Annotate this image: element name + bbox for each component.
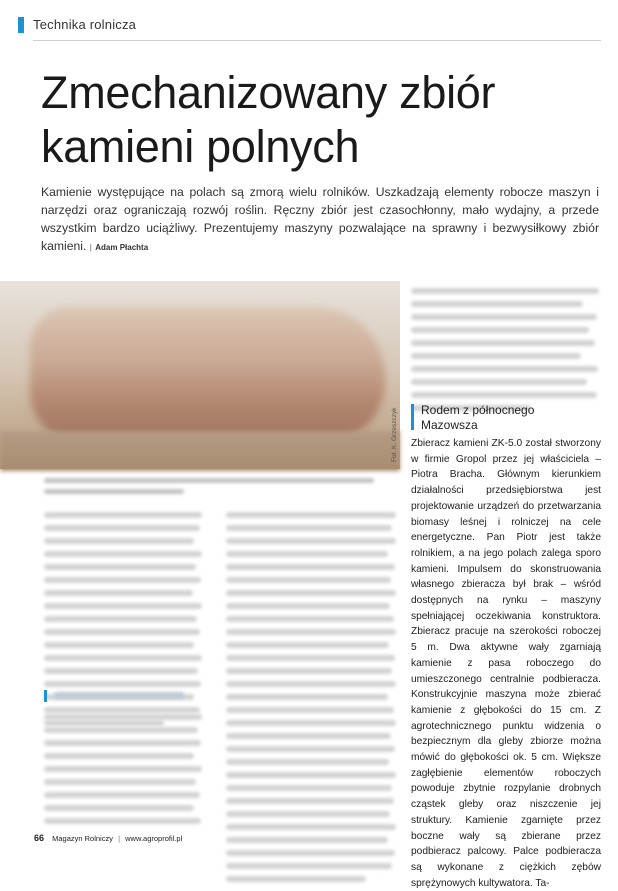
photo-credit: Fot. K. Grzeszczyk [391,407,398,462]
left-subhead-accent-bar [44,690,47,702]
blurred-text-middle-column [226,512,398,889]
page-footer [34,833,182,843]
article-title [41,66,601,174]
blurred-text-left-column-lower [44,714,204,831]
lead-text: Kamienie występujące na polach są zmorą wielu rolników. Uszkadzają elementy robocze maszyn i narzędzi oraz ograniczają rozwój roślin. Ręczny zbiór jest czasochłonny, mało wydajny, a przede wszystkim bardzo uciążliwy. Prezentujemy maszyny pozwalające na sprawny i bezwysiłkowy zbiór kamieni. [41,185,599,253]
magazine-name: Magazyn Rolniczy [52,834,113,843]
right-subhead-accent-bar [411,404,414,430]
lead-separator: | [89,243,92,252]
page-number: 66 [34,833,45,843]
section-label: Technika rolnicza [33,17,137,32]
blurred-text-left-column [44,512,204,733]
title-line-2: kamieni polnych [41,121,360,172]
section-accent-bar [18,17,24,33]
blurred-photo-caption [44,478,394,501]
right-column-body: Zbieracz kamieni ZK-5.0 został stworzony w firmie Gropol przez jej właściciela – Piotra Bracha. Głównym kierunkiem działalności przedsiębiorstwa jest projektowanie urządzeń do przetwarzania biomasy leśnej i rolniczej na cele energetyczne. Pan Piotr jest także rolnikiem, a na jego polach zalega sporo kamieni. Impulsem do skonstruowania własnego zbieracza był brak – wśród dostępnych na rynku – maszyny spełniającej oczekiwania konstruktora. Zbieracz pracuje na szerokości roboczej 5 m. Dwa aktywne wały zgarniają kamienie z pasa roboczego do umieszczonego centralnie podbieracza. Konstrukcyjnie maszyna może zbierać kamienie z głębokości do 15 cm. Z agrotechnicznego punktu widzenia o bezpiecznym dla gleby zbiorze można mówić do głębokości ok. 5 cm. Większe zagłębienie elementów roboczych powoduje zbytnie rozpylanie drobnych cząstek gleby oraz niszczenie jej struktury. Kamienie zgarnięte przez boczne wały są zbierane przez podbieracz palcowy. Palce podbieracza są wykonane z ciężkich zębów sprężynowych kultywatora. Ta- [411,438,601,889]
blurred-left-subhead [54,692,184,699]
blurred-text-right-top [411,288,601,418]
website-link[interactable]: www.agroprofil.pl [125,834,183,843]
author-name: Adam Płachta [95,243,149,252]
article-lead [41,183,599,257]
right-column-subhead: Rodem z północnego Mazowsza [421,403,535,432]
header-divider [33,40,601,41]
title-line-1: Zmechanizowany zbiór [41,67,496,118]
footer-separator: | [118,834,121,843]
article-photo-stone-picker [0,281,400,469]
